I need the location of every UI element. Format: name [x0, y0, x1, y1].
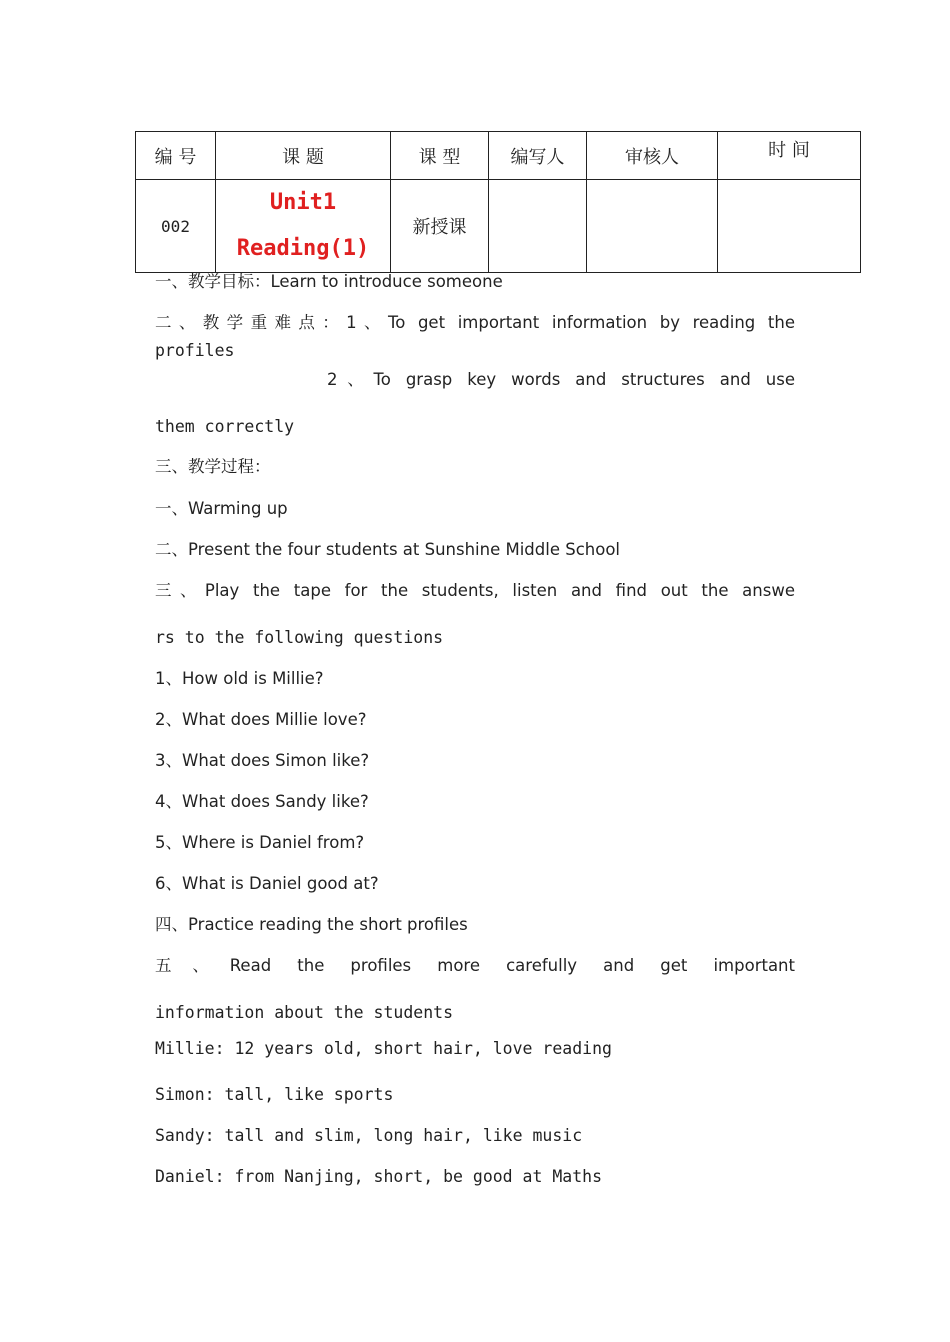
key-points-1: 二、教学重难点：1、To get important information by reading the — [155, 313, 795, 332]
col-reviewer-header: 审核人 — [587, 132, 718, 180]
col-time-header: 时 间 — [718, 132, 861, 180]
step-practice-reading: 四、Practice reading the short profiles — [155, 915, 468, 934]
profile-item: Daniel: from Nanjing, short, be good at Maths — [155, 1167, 603, 1186]
lesson-title-line2: Reading(1) — [236, 236, 370, 261]
lesson-type: 新授课 — [391, 180, 489, 273]
question-item: 6、What is Daniel good at? — [155, 874, 379, 893]
step-warming-up: 一、Warming up — [155, 499, 288, 518]
lesson-author — [489, 180, 587, 273]
step-read-carefully: 五、Read the profiles more carefully and get important — [155, 956, 795, 975]
header-row — [136, 132, 861, 180]
lesson-reviewer — [587, 180, 718, 273]
step-play-tape: 三、Play the tape for the students, listen and find out the answe — [155, 581, 795, 600]
key-points-2-continued: them correctly — [155, 417, 295, 436]
col-number-header: 编 号 — [136, 132, 216, 180]
col-type-header: 课 型 — [391, 132, 489, 180]
profile-item: Sandy: tall and slim, long hair, like music — [155, 1126, 583, 1145]
step-play-tape-continued: rs to the following questions — [155, 628, 444, 647]
lesson-title — [216, 180, 391, 273]
question-item: 2、What does Millie love? — [155, 710, 367, 729]
teaching-process-heading: 三、教学过程： — [155, 457, 271, 476]
lesson-time — [718, 180, 861, 273]
question-item: 3、What does Simon like? — [155, 751, 370, 770]
question-item: 4、What does Sandy like? — [155, 792, 369, 811]
key-points-2: 2、To grasp key words and structures and use — [327, 370, 795, 389]
data-row — [136, 180, 861, 273]
col-author-header: 编写人 — [489, 132, 587, 180]
key-points-1-continued: profiles — [155, 341, 235, 360]
teaching-objectives: 一、教学目标：Learn to introduce someone — [155, 272, 503, 291]
col-title-header: 课 题 — [216, 132, 391, 180]
step-present-students: 二、Present the four students at Sunshine Middle School — [155, 540, 621, 559]
lesson-title-line1: Unit1 — [269, 190, 337, 215]
profile-item: Millie: 12 years old, short hair, love reading — [155, 1039, 612, 1058]
step-read-carefully-continued: information about the students — [155, 1003, 454, 1022]
question-item: 5、Where is Daniel from? — [155, 833, 365, 852]
lesson-number: 002 — [136, 180, 216, 273]
lesson-header-table — [135, 131, 861, 273]
profile-item: Simon: tall, like sports — [155, 1085, 394, 1104]
question-item: 1、How old is Millie? — [155, 669, 324, 688]
